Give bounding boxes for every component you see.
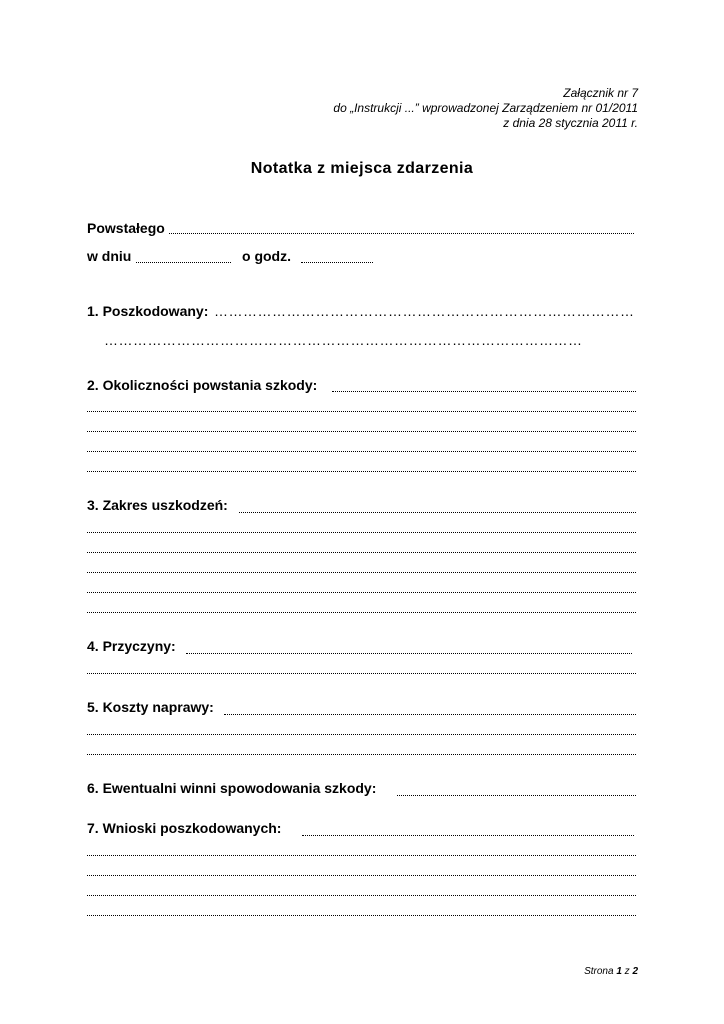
fill-line[interactable]: [87, 532, 636, 533]
section-1-heading: 1. Poszkodowany:: [87, 303, 209, 319]
section-4-heading: 4. Przyczyny:: [87, 638, 176, 654]
section-7-heading: 7. Wnioski poszkodowanych:: [87, 820, 282, 836]
fill-line-time[interactable]: [301, 262, 373, 263]
attachment-reference: do „Instrukcji ...” wprowadzonej Zarządzeniem nr 01/2011: [333, 101, 638, 115]
attachment-number: Załącznik nr 7: [563, 86, 638, 100]
fill-line[interactable]: [87, 734, 636, 735]
fill-line[interactable]: [239, 512, 636, 513]
fill-line[interactable]: [87, 673, 636, 674]
page-separator: z: [624, 966, 630, 977]
fill-line-powstalego[interactable]: [169, 233, 634, 234]
fill-line[interactable]: [87, 431, 636, 432]
section-2-heading: 2. Okoliczności powstania szkody:: [87, 377, 318, 393]
fill-line[interactable]: [397, 795, 636, 796]
fill-line[interactable]: [87, 915, 636, 916]
fill-line[interactable]: [332, 391, 636, 392]
label-w-dniu: w dniu: [87, 248, 132, 264]
label-powstalego: Powstałego: [87, 220, 165, 236]
fill-line[interactable]: [87, 855, 636, 856]
fill-line[interactable]: [224, 714, 636, 715]
page-number: [584, 966, 638, 977]
fill-line[interactable]: [87, 552, 636, 553]
fill-line[interactable]: [302, 835, 634, 836]
document-title: Notatka z miejsca zdarzenia: [250, 160, 474, 177]
current-page: 1: [616, 966, 622, 977]
page-prefix: Strona: [584, 966, 614, 977]
label-o-godz: o godz.: [242, 248, 291, 264]
fill-line[interactable]: [87, 451, 636, 452]
fill-line[interactable]: [87, 592, 636, 593]
fill-line-date[interactable]: [136, 262, 231, 263]
section-3-heading: 3. Zakres uszkodzeń:: [87, 497, 228, 513]
fill-line-injured-1[interactable]: ……………………………………………………………………………: [214, 303, 635, 319]
fill-line[interactable]: [87, 471, 636, 472]
fill-line[interactable]: [186, 653, 632, 654]
fill-line[interactable]: [87, 754, 636, 755]
fill-line[interactable]: [87, 875, 636, 876]
attachment-header: [218, 86, 638, 131]
fill-line[interactable]: [87, 411, 636, 412]
fill-line[interactable]: [87, 612, 636, 613]
attachment-date: z dnia 28 stycznia 2011 r.: [503, 116, 638, 130]
fill-line[interactable]: [87, 572, 636, 573]
section-5-heading: 5. Koszty naprawy:: [87, 699, 214, 715]
fill-line-injured-2[interactable]: ………………………………………………………………………………………: [104, 332, 583, 348]
fill-line[interactable]: [87, 895, 636, 896]
total-pages: 2: [632, 966, 638, 977]
section-6-heading: 6. Ewentualni winni spowodowania szkody:: [87, 780, 377, 796]
